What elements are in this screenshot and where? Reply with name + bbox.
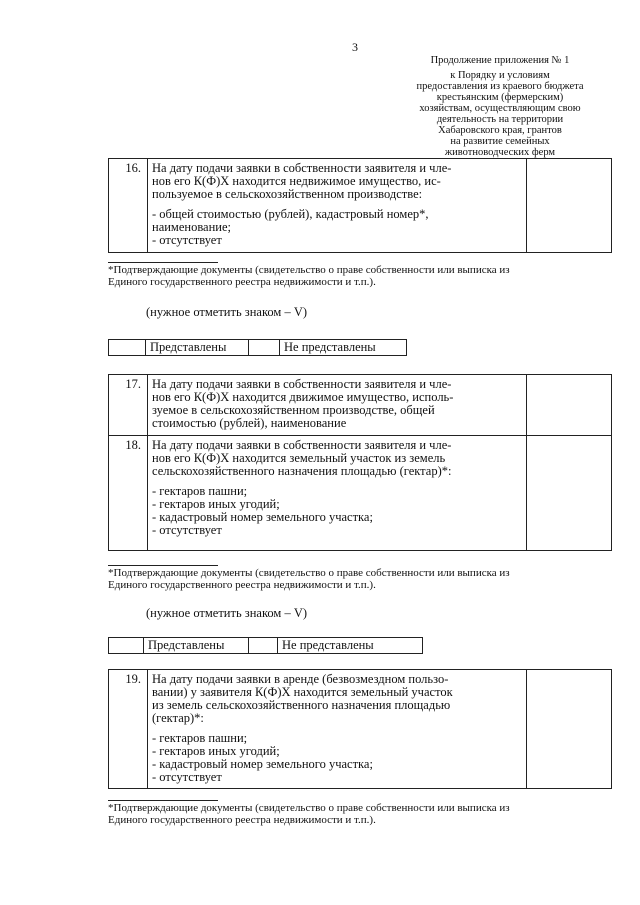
text-line: - отсутствует bbox=[152, 523, 222, 537]
question-19-table bbox=[108, 669, 612, 789]
text-line: нов его К(Ф)Х находится земельный участок из земель bbox=[152, 451, 446, 465]
footnote bbox=[108, 565, 612, 591]
option-not-presented: Не представлены bbox=[278, 638, 423, 654]
questions-17-18-table bbox=[108, 374, 612, 551]
choice-table bbox=[108, 637, 423, 654]
question-16-table bbox=[108, 158, 612, 253]
question-text bbox=[148, 670, 527, 789]
text-line: из земель сельскохозяйственного назначения площадью bbox=[152, 698, 451, 712]
text-line: - гектаров пашни; bbox=[152, 484, 248, 498]
header-line: хозяйствам, осуществляющим свою bbox=[419, 103, 581, 114]
text-line: - общей стоимостью (рублей), кадастровый номер*, bbox=[152, 207, 429, 221]
answer-cell[interactable] bbox=[527, 670, 612, 789]
answer-cell[interactable] bbox=[527, 375, 612, 436]
question-text bbox=[148, 375, 527, 436]
answer-cell[interactable] bbox=[527, 436, 612, 551]
footnote-line: *Подтверждающие документы (свидетельство о праве собственности или выписка из bbox=[108, 264, 510, 276]
question-number: 16. bbox=[109, 159, 148, 253]
option-presented: Представлены bbox=[144, 638, 249, 654]
mark-instruction: (нужное отметить знаком – V) bbox=[146, 606, 308, 620]
footnote-line: Единого государственного реестра недвижимости и т.п.). bbox=[108, 814, 376, 826]
footnote-line: Единого государственного реестра недвижимости и т.п.). bbox=[108, 276, 376, 288]
footnote-line: Единого государственного реестра недвижимости и т.п.). bbox=[108, 579, 376, 591]
text-line: На дату подачи заявки в собственности заявителя и чле- bbox=[152, 161, 452, 175]
header-line: крестьянским (фермерским) bbox=[436, 92, 564, 103]
text-line: вании) у заявителя К(Ф)Х находится земельный участок bbox=[152, 685, 453, 699]
text-line: сельскохозяйственного назначения площадью (гектар)*: bbox=[152, 464, 452, 478]
choice-checkbox-cell[interactable] bbox=[249, 340, 280, 356]
footnote-rule bbox=[108, 565, 218, 566]
text-line: - отсутствует bbox=[152, 770, 222, 784]
table-row bbox=[109, 340, 407, 356]
question-text bbox=[148, 159, 527, 253]
appendix-title: Продолжение приложения № 1 bbox=[430, 55, 570, 66]
mark-instruction: (нужное отметить знаком – V) bbox=[146, 305, 308, 319]
question-text bbox=[148, 436, 527, 551]
table-row bbox=[109, 159, 612, 253]
option-presented: Представлены bbox=[146, 340, 249, 356]
text-line: На дату подачи заявки в собственности заявителя и чле- bbox=[152, 377, 452, 391]
text-line: - гектаров пашни; bbox=[152, 731, 248, 745]
header-line: Хабаровского края, грантов bbox=[438, 125, 562, 136]
footnote-rule bbox=[108, 262, 218, 263]
choice-table bbox=[108, 339, 407, 356]
text-line: нов его К(Ф)Х находится движимое имущество, исполь- bbox=[152, 390, 454, 404]
question-number: 18. bbox=[109, 436, 148, 551]
table-row bbox=[109, 375, 612, 436]
question-number: 19. bbox=[109, 670, 148, 789]
text-line: - отсутствует bbox=[152, 233, 222, 247]
text-line: пользуемое в сельскохозяйственном производстве: bbox=[152, 187, 423, 201]
table-row bbox=[109, 638, 423, 654]
table-row bbox=[109, 436, 612, 551]
text-line: стоимостью (рублей), наименование bbox=[152, 416, 347, 430]
text-line: - гектаров иных угодий; bbox=[152, 497, 280, 511]
header-line: деятельность на территории bbox=[436, 114, 564, 125]
question-number: 17. bbox=[109, 375, 148, 436]
text-line: нов его К(Ф)Х находится недвижимое имущество, ис- bbox=[152, 174, 441, 188]
footnote bbox=[108, 800, 612, 826]
text-line: (гектар)*: bbox=[152, 711, 204, 725]
footnote-rule bbox=[108, 800, 218, 801]
choice-checkbox-cell[interactable] bbox=[109, 340, 146, 356]
header-line: к Порядку и условиям bbox=[450, 70, 550, 81]
header-line: предоставления из краевого бюджета bbox=[416, 81, 584, 92]
text-line: - кадастровый номер земельного участка; bbox=[152, 510, 373, 524]
choice-checkbox-cell[interactable] bbox=[109, 638, 144, 654]
text-line: На дату подачи заявки в аренде (безвозмездном пользо- bbox=[152, 672, 449, 686]
table-row bbox=[109, 670, 612, 789]
appendix-header bbox=[395, 55, 605, 158]
footnote-line: *Подтверждающие документы (свидетельство о праве собственности или выписка из bbox=[108, 567, 510, 579]
option-not-presented: Не представлены bbox=[280, 340, 407, 356]
text-line: наименование; bbox=[152, 220, 232, 234]
text-line: На дату подачи заявки в собственности заявителя и чле- bbox=[152, 438, 452, 452]
choice-checkbox-cell[interactable] bbox=[249, 638, 278, 654]
answer-cell[interactable] bbox=[527, 159, 612, 253]
header-line: на развитие семейных bbox=[450, 136, 550, 147]
text-line: зуемое в сельскохозяйственном производстве, общей bbox=[152, 403, 435, 417]
header-line: животноводческих ферм bbox=[444, 147, 556, 158]
footnote-line: *Подтверждающие документы (свидетельство о праве собственности или выписка из bbox=[108, 802, 510, 814]
text-line: - гектаров иных угодий; bbox=[152, 744, 280, 758]
page-number: 3 bbox=[352, 40, 358, 54]
text-line: - кадастровый номер земельного участка; bbox=[152, 757, 373, 771]
footnote bbox=[108, 262, 612, 288]
